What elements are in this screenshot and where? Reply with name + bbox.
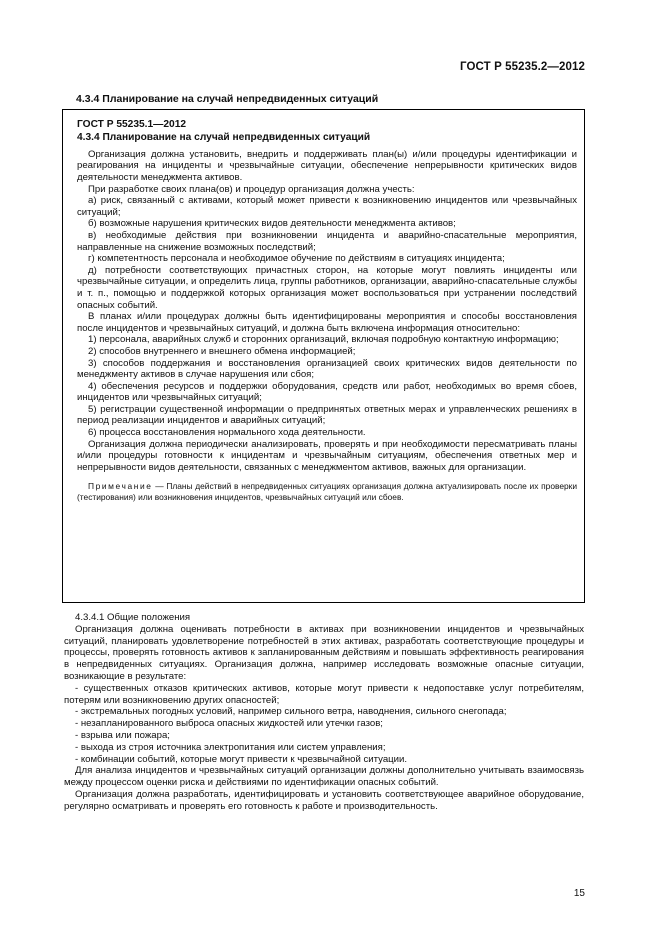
- box-list-item: д) потребности соответствующих причастных сторон, на которые могут повлиять инциденты или чрезвычайные ситуации, и определить лица, группы работников, организации, аварийно-спасательные службы и т. п., помощью и поддержкой которых организация может воспользоваться при устранении последствий опасных событий.: [77, 264, 577, 311]
- box-list-item: 5) регистрации существенной информации о предпринятых ответных мерах и управленческих решениях в период реализации инцидентов и аварийных ситуаций;: [77, 403, 577, 427]
- body-paragraph: Организация должна оценивать потребности в активах при возникновении инцидентов и чрезвычайных ситуаций, планировать удовлетворение потребностей в этих активах, разработать соответствующие процедуры и процессы, проверять готовность активов к запланированным действиям и повышать эффективность реагирования в непредвиденных ситуациях. Организация должна, например исследовать возможные опасные ситуации, возникающие в результате:: [64, 623, 584, 682]
- box-list-item: в) необходимые действия при возникновении инцидента и аварийно-спасательные мероприятия, направленные на снижение возможных последствий;: [77, 229, 577, 253]
- page-number: 15: [573, 888, 585, 899]
- body-list-item: - существенных отказов критических активов, которые могут привести к недопоставке услуг потребителям, потерям или возникновению других опасностей;: [64, 682, 584, 706]
- body-list-item: - незапланированного выброса опасных жидкостей или утечки газов;: [75, 718, 383, 730]
- note-text: — Планы действий в непредвиденных ситуациях организация должна актуализировать после их проверки (тестирования) или возникновения инцидентов, чрезвычайных ситуаций или сбоев.: [77, 481, 577, 503]
- box-list-item: 2) способов внутреннего и внешнего обмена информацией;: [88, 345, 356, 357]
- box-paragraph: В планах и/или процедурах должны быть идентифицированы мероприятия и способы восстановления после инцидентов и чрезвычайных ситуаций, и должна быть включена информация относительно:: [77, 311, 577, 334]
- note: [77, 481, 577, 503]
- body-list-item: - комбинации событий, которые могут привести к чрезвычайной ситуации.: [75, 753, 408, 765]
- body-paragraph: Для анализа инцидентов и чрезвычайных ситуаций организации должны дополнительно учитывать взаимосвязь между процессом оценки риска и действиями по идентификации опасных событий.: [64, 765, 584, 789]
- box-list-item: а) риск, связанный с активами, который может привести к возникновению инцидентов или чрезвычайных ситуаций;: [77, 195, 577, 218]
- quoted-standard-box: [62, 109, 585, 603]
- box-list-item: 6) процесса восстановления нормального хода деятельности.: [88, 427, 366, 439]
- quoted-standard-subtitle: 4.3.4 Планирование на случай непредвиденных ситуаций: [77, 132, 371, 144]
- body-paragraph: Организация должна разработать, идентифицировать и установить соответствующее аварийное оборудование, регулярно осматривать и проверять его готовность к работе и производительность.: [64, 788, 584, 812]
- box-list-item: 3) способов поддержания и восстановления организацией своих критических видов деятельности по менеджменту активов в случае нарушения или сбоя;: [77, 357, 577, 381]
- main-body-text: [64, 612, 584, 813]
- box-list-item: б) возможные нарушения критических видов деятельности менеджмента активов;: [88, 218, 456, 230]
- document-code-header: ГОСТ Р 55235.2—2012: [460, 61, 585, 73]
- box-paragraph: При разработке своих плана(ов) и процедур организация должна учесть:: [88, 183, 415, 195]
- body-list-item: - взрыва или пожара;: [75, 729, 170, 741]
- body-list-item: - экстремальных погодных условий, например сильного ветра, наводнения, сильного снегопада;: [75, 706, 507, 718]
- body-list-item: - выхода из строя источника электропитания или систем управления;: [75, 741, 386, 753]
- quoted-standard-title: ГОСТ Р 55235.1—2012: [77, 119, 187, 130]
- box-list-item: г) компетентность персонала и необходимое обучение по действиям в ситуациях инцидента;: [88, 253, 505, 265]
- quoted-standard-content: [77, 118, 577, 503]
- box-list-item: 4) обеспечения ресурсов и поддержки оборудования, средств или работ, необходимых во время сбоев, инцидентов или чрезвычайных ситуаций;: [77, 380, 577, 404]
- subsection-title: 4.3.4.1 Общие положения: [75, 612, 191, 623]
- box-paragraph: Организация должна установить, внедрить и поддерживать план(ы) и/или процедуры идентификации и реагирования на инциденты и чрезвычайные ситуации, обеспечение непрерывности критических видов деятельности менеджмента активов.: [77, 148, 577, 183]
- section-title: 4.3.4 Планирование на случай непредвиденных ситуаций: [76, 93, 379, 105]
- box-list-item: 1) персонала, аварийных служб и сторонних организаций, включая подробную контактную информацию;: [88, 334, 559, 346]
- note-label: Примечание: [88, 481, 153, 492]
- box-paragraph: Организация должна периодически анализировать, проверять и при необходимости пересматривать планы и/или процедуры готовности к инцидентам и чрезвычайным ситуациям, обеспечения ответных мер и непрерывности видов деятельности, связанных с менеджментом активов, важных для организации.: [77, 438, 577, 473]
